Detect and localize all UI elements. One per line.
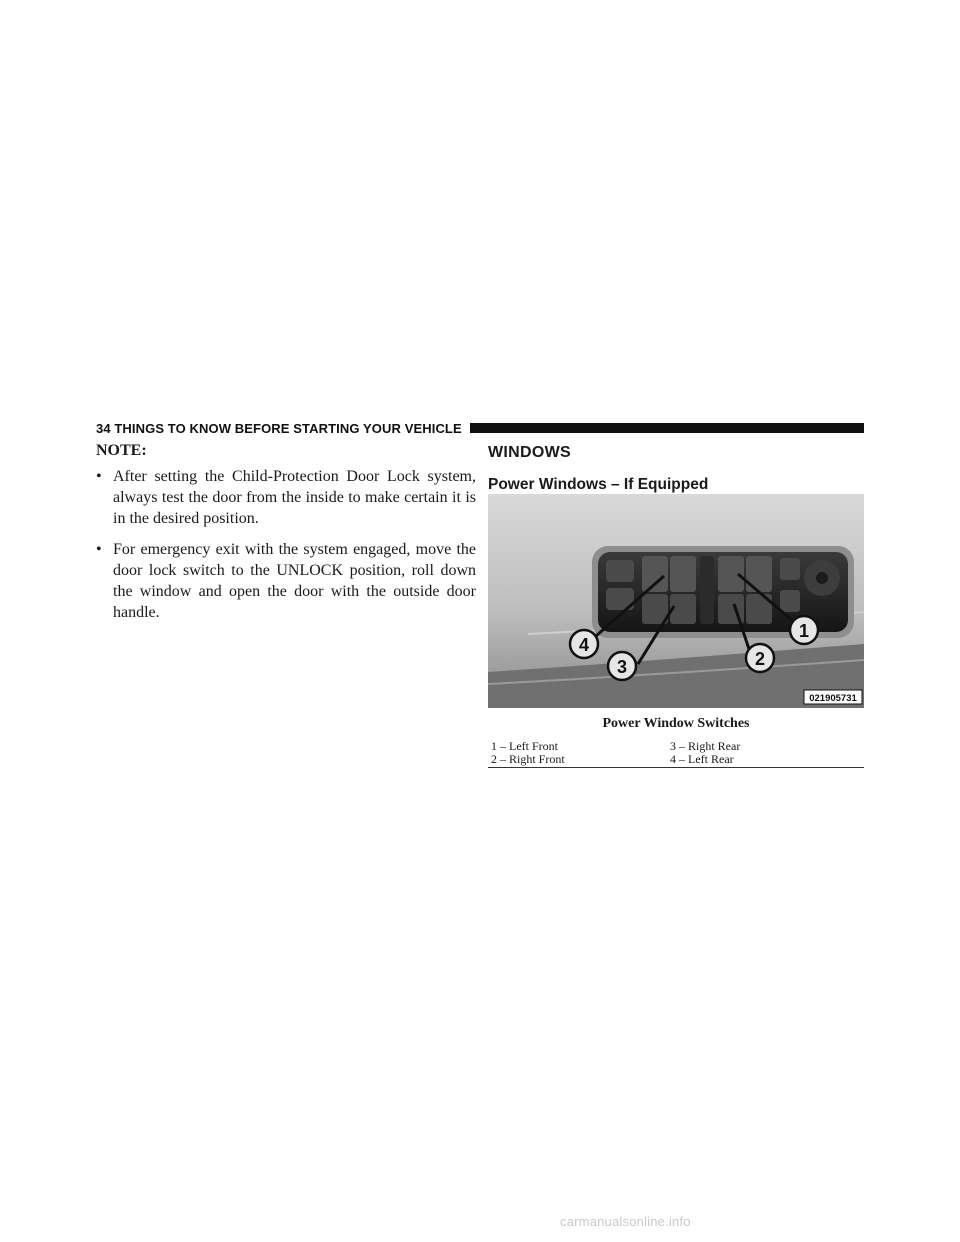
bullet-dot: •: [96, 541, 102, 558]
note-section: [96, 442, 476, 633]
figure-legend: [488, 740, 864, 768]
bullet-dot: •: [96, 468, 102, 485]
legend-item: 2 – Right Front: [491, 752, 565, 766]
callout-2: 2: [754, 649, 766, 669]
legend-item: 1 – Left Front: [491, 739, 558, 753]
section-title: WINDOWS: [488, 444, 571, 461]
header-bar: [470, 423, 864, 433]
windows-section: [488, 442, 864, 766]
legend-item: 3 – Right Rear: [670, 739, 741, 753]
power-window-switches-photo: [488, 494, 864, 708]
callout-1: 1: [798, 621, 810, 641]
legend-item: 4 – Left Rear: [670, 752, 734, 766]
note-bullet: [96, 539, 476, 623]
note-bullet-text: For emergency exit with the system engaged, move the door lock switch to the UNLOCK position, roll down the window and open the door with the outside door handle.: [113, 541, 476, 621]
figure-code: 021905731: [809, 693, 857, 704]
subsection-title: Power Windows – If Equipped: [488, 476, 709, 493]
page-header: [96, 418, 864, 438]
figure-caption: Power Window Switches: [602, 716, 750, 731]
page-header-text: 34 THINGS TO KNOW BEFORE STARTING YOUR VEHICLE: [96, 420, 462, 436]
note-title: NOTE:: [96, 442, 147, 459]
watermark: carmanualsonline.info: [560, 1214, 691, 1229]
callout-4: 4: [578, 635, 590, 655]
note-bullet-text: After setting the Child-Protection Door Lock system, always test the door from the inside to make certain it is in the desired position.: [113, 468, 476, 527]
note-bullet: [96, 466, 476, 529]
callout-3: 3: [616, 657, 628, 677]
legend-row: [488, 753, 864, 766]
